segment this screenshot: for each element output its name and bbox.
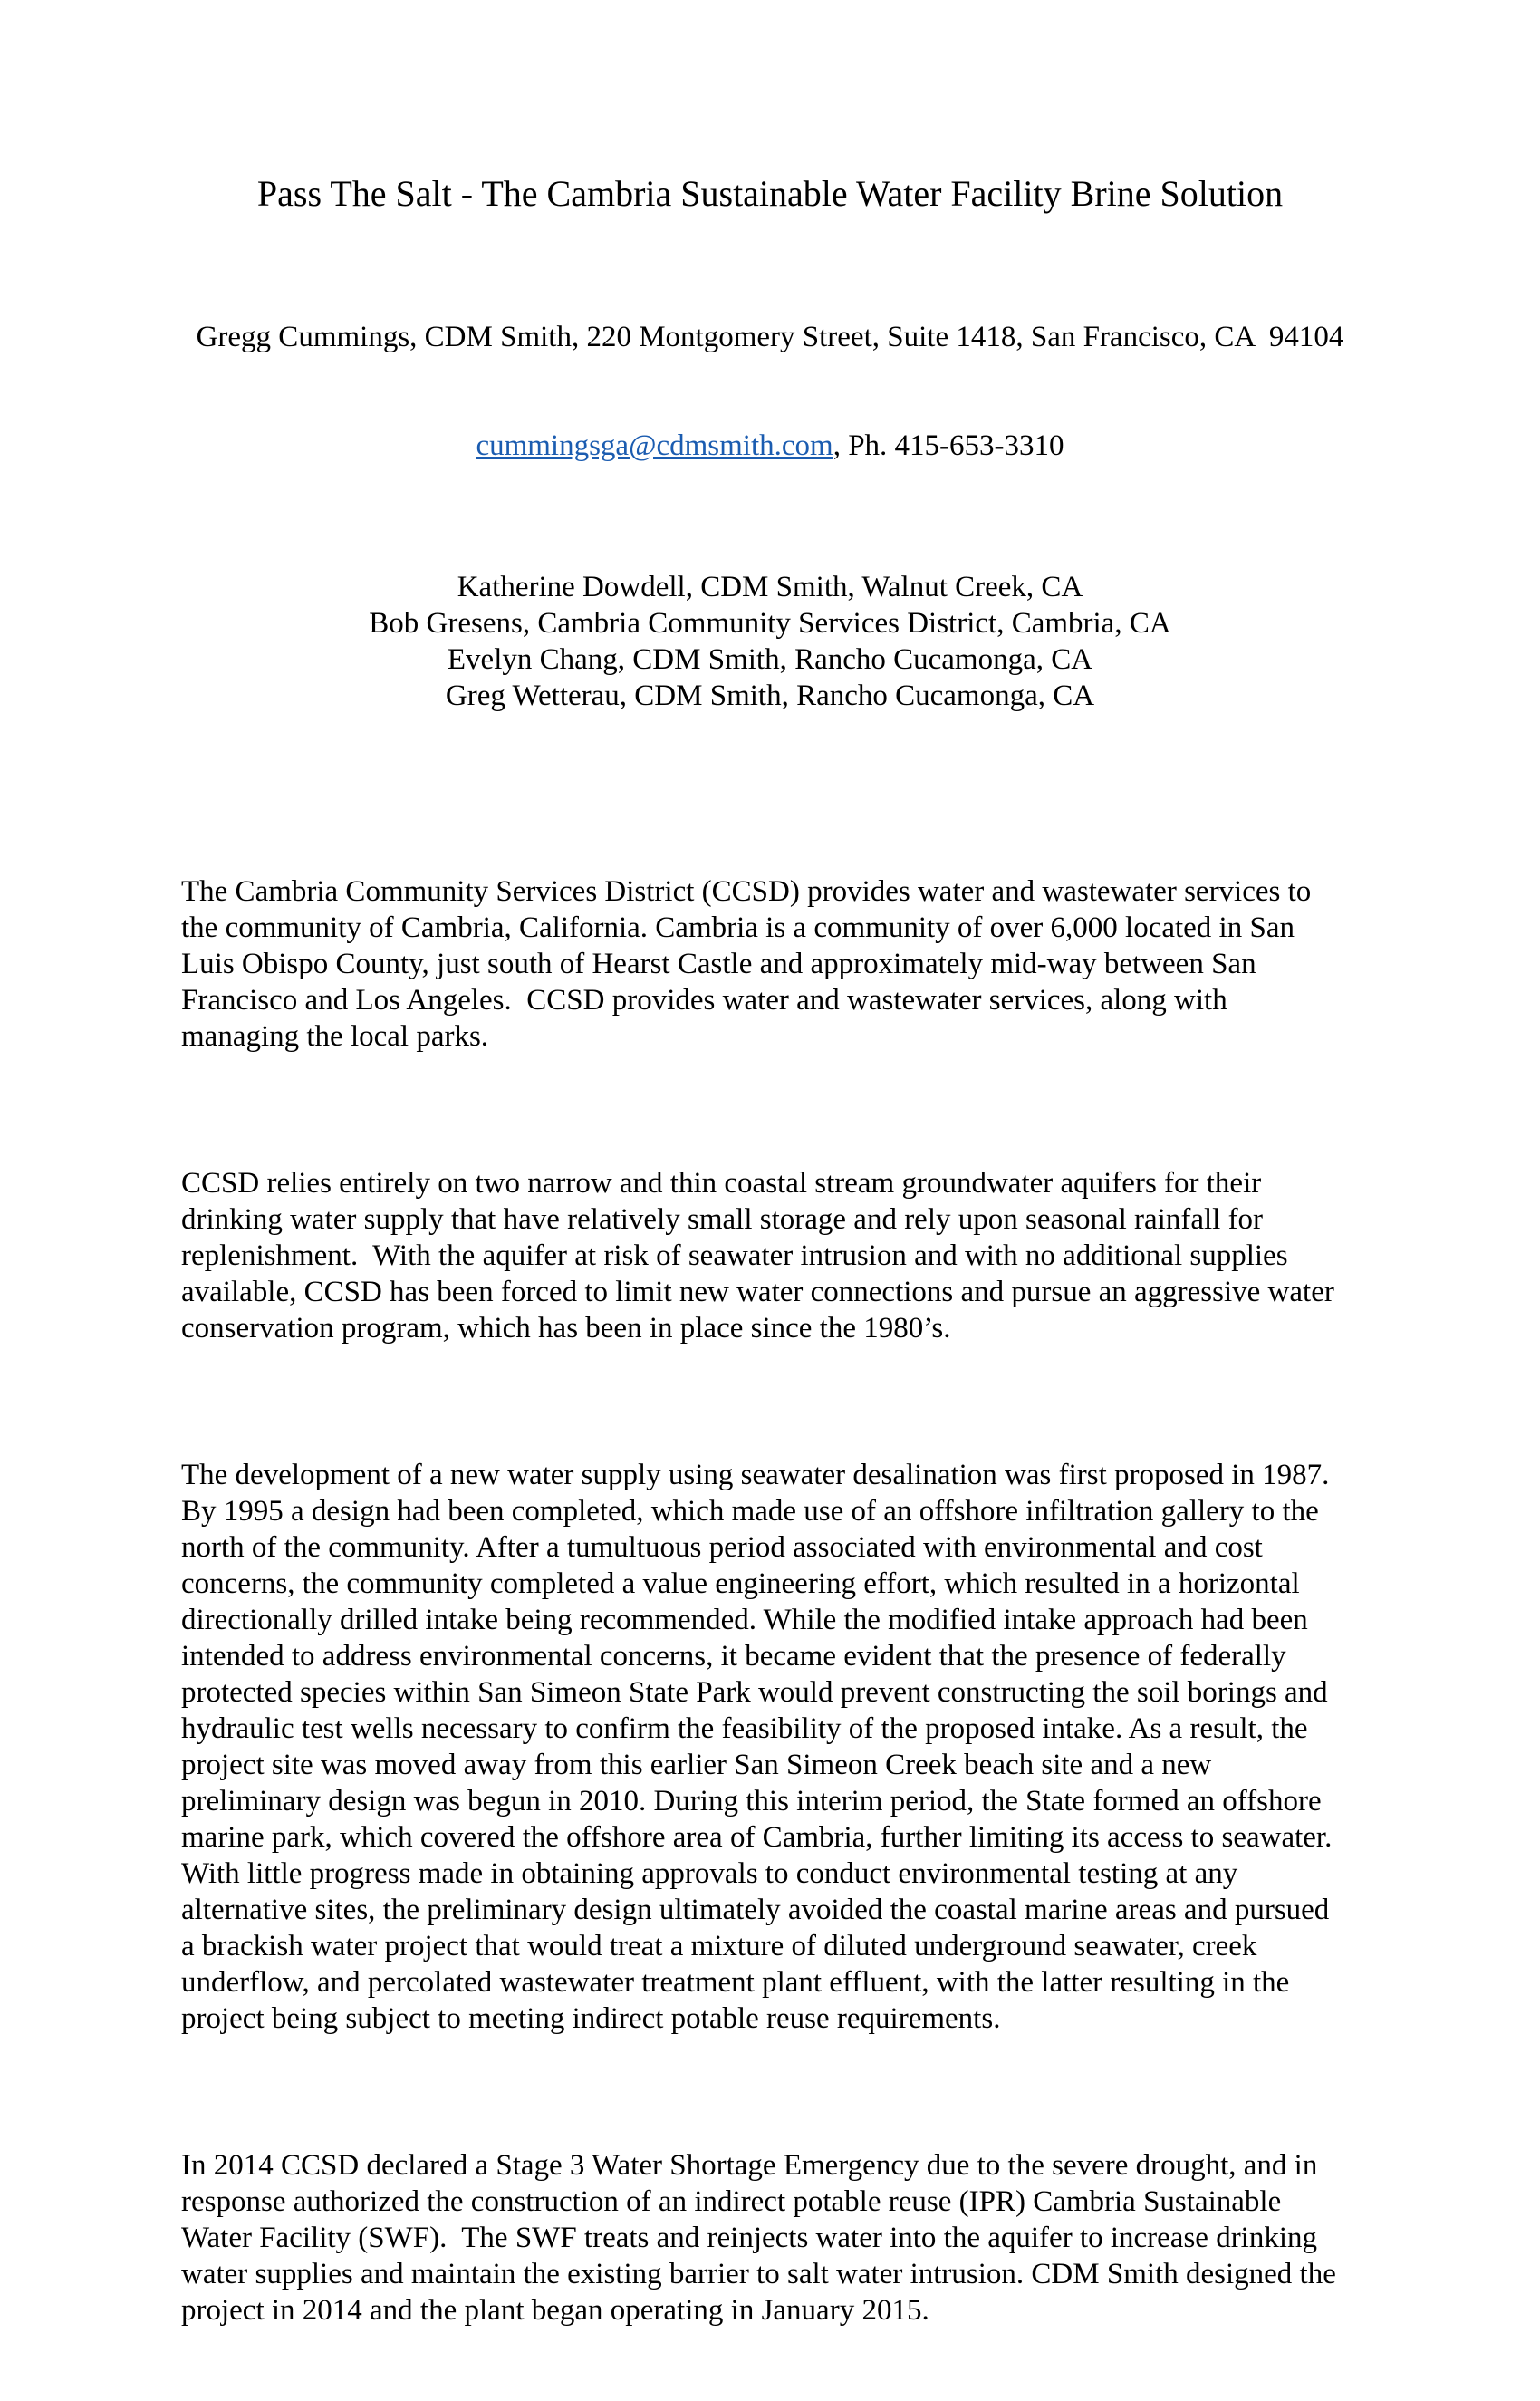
text-line: The Cambria Community Services District (CCSD) provides water and wastewater services to bbox=[181, 875, 1312, 908]
text-line: the community of Cambria, California. Cambria is a community of over 6,000 located in San bbox=[181, 911, 1295, 944]
text-line: replenishment. With the aquifer at risk of seawater intrusion and with no additional supplies bbox=[181, 1239, 1288, 1272]
text-line: protected species within San Simeon State Park would prevent constructing the soil borings and bbox=[181, 1676, 1328, 1709]
page-title: Pass The Salt - The Cambria Sustainable Water Facility Brine Solution bbox=[256, 173, 1284, 214]
text-line: alternative sites, the preliminary design ultimately avoided the coastal marine areas and pursued bbox=[181, 1894, 1330, 1926]
primary-author-line: Gregg Cummings, CDM Smith, 220 Montgomery Street, Suite 1418, San Francisco, CA 94104 bbox=[196, 321, 1344, 353]
text-line: By 1995 a design had been completed, which made use of an offshore infiltration gallery to the bbox=[181, 1495, 1319, 1528]
text-line: hydraulic test wells necessary to confirm the feasibility of the proposed intake. As a result, the bbox=[181, 1712, 1308, 1745]
text-line: Evelyn Chang, CDM Smith, Rancho Cucamonga, CA bbox=[447, 643, 1093, 676]
abstract-body bbox=[181, 801, 1359, 2401]
text-line: Francisco and Los Angeles. CCSD provides water and wastewater services, along with bbox=[181, 984, 1227, 1017]
text-line: CCSD relies entirely on two narrow and thin coastal stream groundwater aquifers for their bbox=[181, 1167, 1262, 1200]
text-line: The development of a new water supply using seawater desalination was first proposed in 1987. bbox=[181, 1459, 1330, 1491]
text-line: With little progress made in obtaining approvals to conduct environmental testing at any bbox=[181, 1857, 1238, 1890]
text-line: water supplies and maintain the existing barrier to salt water intrusion. CDM Smith designed the bbox=[181, 2258, 1336, 2290]
text-line: concerns, the community completed a value engineering effort, which resulted in a horizontal bbox=[181, 1567, 1300, 1600]
text-line: north of the community. After a tumultuous period associated with environmental and cost bbox=[181, 1531, 1263, 1564]
paragraph-swf-construction bbox=[181, 2147, 1359, 2329]
paragraph-desalination-history bbox=[181, 1457, 1359, 2037]
text-line: managing the local parks. bbox=[181, 1020, 489, 1053]
text-line: project being subject to meeting indirect potable reuse requirements. bbox=[181, 2002, 1001, 2035]
text-line: Bob Gresens, Cambria Community Services District, Cambria, CA bbox=[369, 607, 1171, 640]
phone-text: , Ph. 415-653-3310 bbox=[833, 429, 1064, 462]
text-line: Luis Obispo County, just south of Hearst Castle and approximately mid-way between San bbox=[181, 948, 1256, 980]
text-line: conservation program, which has been in place since the 1980’s. bbox=[181, 1312, 951, 1345]
text-line: Greg Wetterau, CDM Smith, Rancho Cucamonga, CA bbox=[445, 680, 1095, 712]
text-line: a brackish water project that would treat a mixture of diluted underground seawater, creek bbox=[181, 1930, 1257, 1962]
text-line: intended to address environmental concerns, it became evident that the presence of federally bbox=[181, 1640, 1286, 1673]
text-line: project in 2014 and the plant began operating in January 2015. bbox=[181, 2294, 929, 2327]
text-line: marine park, which covered the offshore area of Cambria, further limiting its access to seawater. bbox=[181, 1821, 1333, 1854]
paragraph-ccsd-overview bbox=[181, 873, 1359, 1055]
text-line: Katherine Dowdell, CDM Smith, Walnut Creek, CA bbox=[457, 571, 1083, 603]
text-line: available, CCSD has been forced to limit new water connections and pursue an aggressive water bbox=[181, 1276, 1334, 1308]
text-line: Water Facility (SWF). The SWF treats and reinjects water into the aquifer to increase drinking bbox=[181, 2222, 1318, 2254]
primary-author-block bbox=[181, 246, 1359, 536]
text-line: preliminary design was begun in 2010. During this interim period, the State formed an offshore bbox=[181, 1785, 1322, 1818]
text-line: In 2014 CCSD declared a Stage 3 Water Shortage Emergency due to the severe drought, and in bbox=[181, 2149, 1318, 2182]
coauthor-list bbox=[181, 569, 1359, 714]
text-line: drinking water supply that have relatively small storage and rely upon seasonal rainfall for bbox=[181, 1203, 1264, 1236]
text-line: underflow, and percolated wastewater treatment plant effluent, with the latter resulting in the bbox=[181, 1966, 1290, 1999]
text-line: project site was moved away from this earlier San Simeon Creek beach site and a new bbox=[181, 1749, 1212, 1781]
paragraph-water-supply bbox=[181, 1165, 1359, 1346]
email-link[interactable]: cummingsga@cdmsmith.com bbox=[476, 429, 833, 462]
contact-line bbox=[181, 428, 1359, 464]
text-line: directionally drilled intake being recommended. While the modified intake approach had been bbox=[181, 1604, 1308, 1636]
text-line: response authorized the construction of an indirect potable reuse (IPR) Cambria Sustainable bbox=[181, 2185, 1282, 2218]
